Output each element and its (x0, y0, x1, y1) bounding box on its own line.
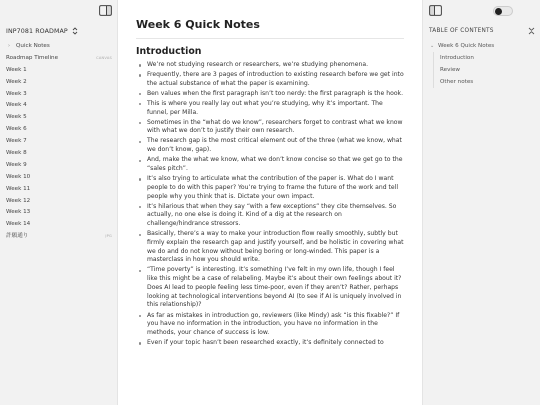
sidebar-item[interactable] (6, 89, 112, 101)
note-bullet: This is where you really lay out what you’re studying, why it’s important. The funnel, per Milla. (136, 100, 404, 118)
sidebar-item-label: Week 8 (6, 150, 27, 157)
sidebar-item[interactable] (6, 100, 112, 112)
sidebar-item-label: 許願通り (6, 233, 29, 240)
file-type-tag: JPG (105, 234, 112, 239)
sidebar-item[interactable] (6, 160, 112, 172)
vault-name: INP7081 ROADMAP (6, 27, 68, 35)
note-bullet: Basically, there’s a way to make your introduction flow really smoothly, subtly but firmly explain the research gap and justify yourself, and be holistic in covering what we do and do not know without being boring or long-winded. This paper is a masterclass in how you should write. (136, 230, 404, 265)
sidebar-toggle-icon[interactable] (99, 5, 112, 16)
sidebar-item-label: Week 1 (6, 66, 27, 73)
sidebar-item-label: Week 4 (6, 102, 27, 109)
toc-item[interactable] (433, 52, 535, 64)
sidebar-item[interactable] (6, 231, 112, 243)
note-bullet: Even if your topic hasn’t been researched exactly, it’s definitely connected to (136, 339, 404, 348)
vault-switcher[interactable] (6, 27, 78, 35)
sidebar-item-label: Week 6 (6, 126, 27, 133)
sidebar-item-label: Week 9 (6, 161, 27, 168)
section-heading: Introduction (136, 46, 202, 57)
sidebar-item-label: Week 12 (6, 197, 31, 204)
left-sidebar (0, 0, 118, 405)
theme-toggle[interactable] (493, 6, 513, 16)
toc-item-label: Week 6 Quick Notes (438, 43, 495, 49)
chevron-down-icon: ⌄ (430, 43, 435, 49)
note-bullet: Frequently, there are 3 pages of introduction to existing research before we get into the actual substance of what the paper is examining. (136, 71, 404, 89)
toc-item[interactable] (433, 76, 535, 88)
sidebar-toggle-icon[interactable] (429, 5, 442, 16)
editor-pane (118, 0, 422, 405)
toggle-knob (495, 8, 502, 15)
sidebar-item[interactable] (6, 77, 112, 89)
sidebar-item[interactable] (6, 124, 112, 136)
sidebar-item-label: Week 10 (6, 173, 31, 180)
right-sidebar (422, 0, 540, 405)
sidebar-item-label: Week 2 (6, 78, 27, 85)
sidebar-item[interactable] (6, 207, 112, 219)
chevron-up-down-icon (72, 27, 78, 35)
note-bullet: And, make the what we know, what we don’t know concise so that we get go to the “sales pitch”. (136, 156, 404, 174)
sidebar-item-label: Week 7 (6, 138, 27, 145)
sidebar-item[interactable] (6, 148, 112, 160)
sidebar-item[interactable] (6, 65, 112, 77)
collapse-icon[interactable] (528, 27, 535, 35)
sidebar-item-label: Week 13 (6, 209, 31, 216)
note-bullet: The research gap is the most critical element out of the three (what we know, what we don’t know, gap). (136, 137, 404, 155)
file-explorer (6, 41, 112, 243)
sidebar-item[interactable] (6, 112, 112, 124)
sidebar-item-label: Week 11 (6, 185, 31, 192)
sidebar-item[interactable] (6, 184, 112, 196)
chevron-right-icon: › (8, 43, 10, 49)
sidebar-item-label: Week 5 (6, 114, 27, 121)
toc-item-label: Other notes (440, 79, 474, 85)
sidebar-item[interactable] (6, 172, 112, 184)
table-of-contents (429, 40, 535, 88)
note-bullet: Ben values when the first paragraph isn’t too nerdy: the first paragraph is the hook. (136, 90, 404, 99)
notes-list (136, 61, 404, 348)
page-title: Week 6 Quick Notes (136, 18, 404, 39)
toc-header (429, 27, 535, 35)
sidebar-item-label: Quick Notes (16, 43, 50, 49)
sidebar-item-label: Week 14 (6, 221, 31, 228)
toc-item-label: Review (440, 67, 460, 73)
sidebar-item-label: Week 3 (6, 90, 27, 97)
note-bullet: “Time poverty” is interesting. It’s something I’ve felt in my own life, though I feel like this might be a case of relabeling. Maybe it’s about their own feelings about it? Does AI lead to people feeling less time-poor, even if they aren’t? Rather, perhaps looking at technological interventions beyond AI (to see if AI is uniquely involved in this relationship)? (136, 266, 404, 310)
note-bullet: We’re not studying research or researchers, we’re studying phenomena. (136, 61, 404, 70)
sidebar-item[interactable] (6, 219, 112, 231)
toc-item[interactable] (429, 40, 535, 52)
toc-title: TABLE OF CONTENTS (429, 28, 494, 34)
note-bullet: It’s hilarious that when they say “with a few exceptions” they cite themselves. So actually, no one else is doing it. Kind of a dig at the research on challenge/hindrance stressors. (136, 203, 404, 229)
note-bullet: As far as mistakes in introduction go, reviewers (like Mindy) ask “is this fixable?” If you have no information in the introduction, you have no information in the methods, your chance of success is low. (136, 312, 404, 338)
note-bullet: Sometimes in the “what do we know”, researchers forget to contrast what we know with what we don’t to justify their own research. (136, 119, 404, 137)
sidebar-item[interactable] (6, 196, 112, 208)
sidebar-item-label: Roadmap Timeline (6, 54, 59, 61)
toc-item-label: Introduction (440, 55, 474, 61)
file-type-tag: CANVAS (96, 55, 112, 60)
sidebar-item[interactable] (6, 53, 112, 65)
sidebar-item[interactable] (6, 136, 112, 148)
toc-item[interactable] (433, 64, 535, 76)
sidebar-item[interactable] (6, 41, 112, 53)
note-bullet: It’s also trying to articulate what the contribution of the paper is. What do I want people to do with this paper? You’re trying to frame the future of the work and tell people why you think that is. Dictate your own impact. (136, 175, 404, 201)
